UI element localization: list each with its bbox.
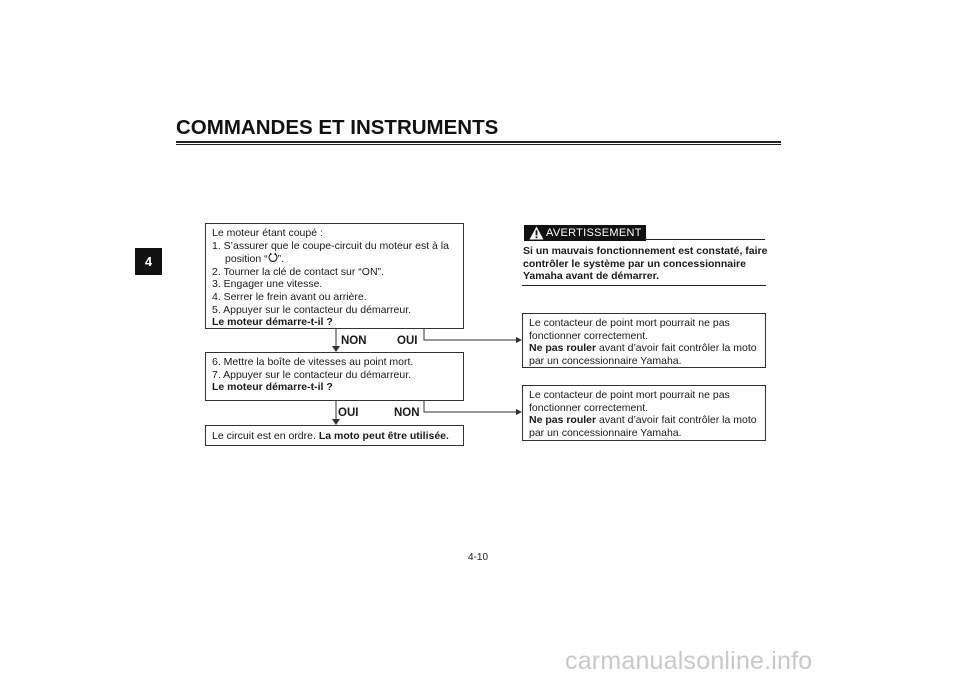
branch2-right-label: NON [394, 407, 420, 419]
step3-text: Le circuit est en ordre. [212, 430, 319, 442]
result2-line-2: fonctionner correctement. [529, 401, 649, 414]
result2-rest: avant d’avoir fait contrôler la moto [596, 414, 757, 427]
result1-bold: Ne pas rouler [529, 342, 597, 355]
flow-step-2 [205, 352, 464, 401]
result1-last: par un concessionnaire Yamaha. [529, 354, 682, 367]
branch2-down-label: OUI [338, 407, 359, 419]
warning-line-1: Si un mauvais fonctionnement est constaté, faire [523, 245, 768, 257]
step2-line-1: 6. Mettre la boîte de vitesses au point mort. [212, 356, 414, 368]
page-number: 4-10 [468, 552, 489, 563]
warning-badge: AVERTISSEMENT [524, 225, 646, 241]
warning-rule-top [645, 239, 765, 240]
step2-line-2: 7. Appuyer sur le contacteur du démarreur. [212, 368, 412, 381]
result1-line-2: fonctionner correctement. [529, 329, 649, 342]
flow-step-1 [205, 223, 464, 329]
chapter-tab: 4 [135, 248, 162, 275]
step1-line-3b: ”. [277, 253, 285, 266]
step1-line-1: Le moteur étant coupé : [212, 227, 323, 239]
step1-line-5: 3. Engager une vitesse. [212, 278, 323, 291]
step1-line-3a: position “ [225, 253, 268, 266]
step1-line-6: 4. Serrer le frein avant ou arrière. [212, 290, 367, 303]
result1-line-1: Le contacteur de point mort pourrait ne pas [529, 317, 730, 329]
result2-last: par un concessionnaire Yamaha. [529, 426, 682, 439]
result1-rest: avant d’avoir fait contrôler la moto [596, 342, 757, 355]
result2-line-1: Le contacteur de point mort pourrait ne pas [529, 389, 730, 401]
result2-bold: Ne pas rouler [529, 414, 597, 427]
result-box-2 [522, 385, 766, 441]
watermark: carmanualsonline.info [565, 647, 813, 675]
step1-line-4: 2. Tourner la clé de contact sur “ON”. [212, 265, 384, 278]
run-symbol-icon [268, 252, 278, 263]
branch1-right-label: OUI [397, 335, 418, 347]
step1-question: Le moteur démarre-t-il ? [212, 316, 333, 329]
step1-line-2: 1. S’assurer que le coupe-circuit du moteur est à la [212, 239, 449, 252]
branch1-down-label: NON [341, 335, 367, 347]
step2-question: Le moteur démarre-t-il ? [212, 381, 333, 394]
warning-rule-bottom [522, 285, 766, 286]
warning-triangle-icon [529, 226, 544, 240]
step3-bold: La moto peut être utilisée. [318, 430, 449, 442]
step1-line-3 [212, 252, 457, 266]
flow-step-3 [205, 425, 464, 446]
result-box-1 [522, 313, 766, 368]
connector-step1-right [424, 329, 516, 340]
step1-line-7: 5. Appuyer sur le contacteur du démarreur. [212, 303, 412, 316]
warning-text [523, 245, 768, 283]
page-title: COMMANDES ET INSTRUMENTS [176, 116, 499, 139]
warning-line-2: contrôler le système par un concessionnaire [523, 257, 746, 270]
warning-line-3: Yamaha avant de démarrer. [523, 270, 659, 283]
connector-step2-right [424, 401, 516, 412]
